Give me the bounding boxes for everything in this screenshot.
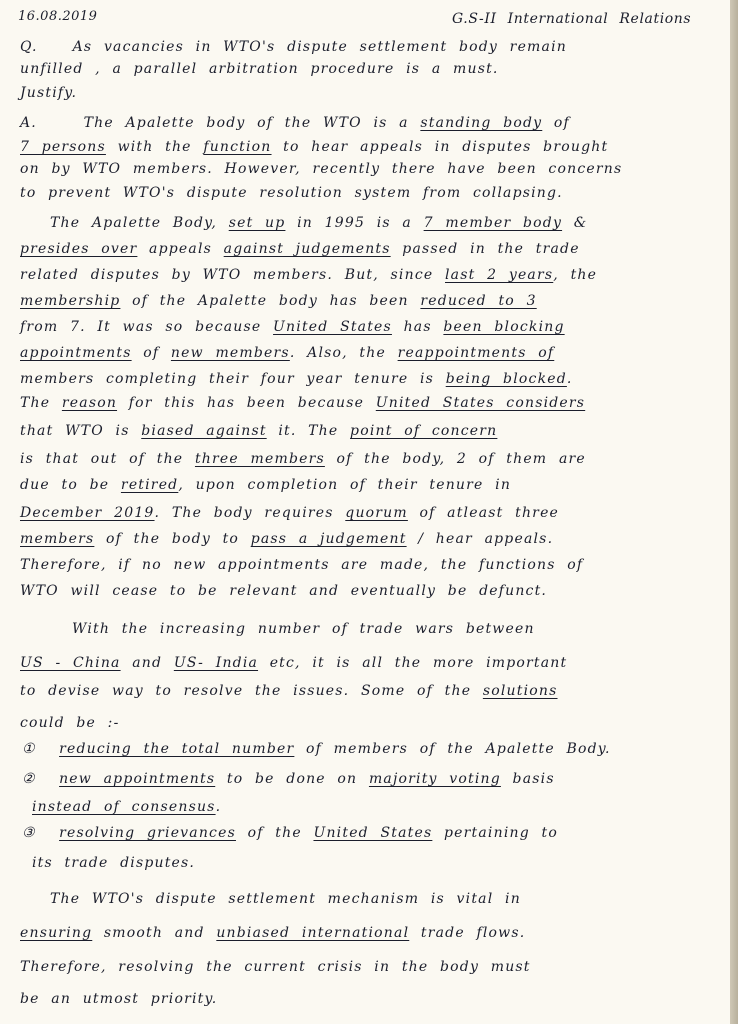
answer-line: Therefore, if no new appointments are made, the functions of <box>20 557 584 573</box>
answer-line: A. The Apalette body of the WTO is a standing body of <box>20 115 570 131</box>
conclusion-line: Therefore, resolving the current crisis in the body must <box>20 959 531 975</box>
answer-line: The reason for this has been because United States considers <box>20 395 586 411</box>
answer-line: With the increasing number of trade wars between <box>72 621 535 637</box>
answer-line: members of the body to pass a judgement / hear appeals. <box>20 531 554 547</box>
answer-line: appointments of new members. Also, the reappointments of <box>20 345 555 361</box>
solution-item: ② new appointments to be done on majority voting basis <box>22 771 555 787</box>
conclusion-line: The WTO's dispute settlement mechanism is vital in <box>50 891 521 907</box>
answer-line: 7 persons with the function to hear appeals in disputes brought <box>20 139 609 155</box>
answer-line: related disputes by WTO members. But, since last 2 years, the <box>20 267 598 283</box>
answer-line: US - China and US- India etc, it is all the more important <box>20 655 568 671</box>
solution-item: ③ resolving grievances of the United States pertaining to <box>22 825 558 841</box>
answer-line: WTO will cease to be relevant and eventually be defunct. <box>20 583 548 599</box>
question-line: Q. As vacancies in WTO's dispute settlement body remain <box>20 39 567 55</box>
answer-line: presides over appeals against judgements passed in the trade <box>20 241 580 257</box>
answer-line: members completing their four year tenure is being blocked. <box>20 371 573 387</box>
answer-line: December 2019. The body requires quorum of atleast three <box>20 505 560 521</box>
conclusion-line: ensuring smooth and unbiased international trade flows. <box>20 925 526 941</box>
answer-line: The Apalette Body, set up in 1995 is a 7 member body & <box>50 215 588 231</box>
answer-line: is that out of the three members of the body, 2 of them are <box>20 451 586 467</box>
answer-line: to devise way to resolve the issues. Some of the solutions <box>20 683 558 699</box>
question-line: unfilled , a parallel arbitration procedure is a must. <box>20 61 499 77</box>
solution-item: ① reducing the total number of members of the Apalette Body. <box>22 741 611 757</box>
solution-item-continued: its trade disputes. <box>32 855 196 871</box>
answer-line: on by WTO members. However, recently there have been concerns <box>20 161 623 177</box>
answer-line: could be :- <box>20 715 120 731</box>
page-edge <box>730 0 738 1024</box>
answer-line: to prevent WTO's dispute resolution system from collapsing. <box>20 185 563 201</box>
conclusion-line: be an utmost priority. <box>20 991 218 1007</box>
answer-line: due to be retired, upon completion of their tenure in <box>20 477 512 493</box>
date: 16.08.2019 <box>18 9 98 24</box>
answer-line: membership of the Apalette body has been reduced to 3 <box>20 293 537 309</box>
answer-line: that WTO is biased against it. The point of concern <box>20 423 498 439</box>
question-line: Justify. <box>20 85 78 101</box>
page-header: G.S-II International Relations <box>452 11 692 27</box>
solution-item-continued: instead of consensus. <box>32 799 222 815</box>
answer-line: from 7. It was so because United States has been blocking <box>20 319 565 335</box>
